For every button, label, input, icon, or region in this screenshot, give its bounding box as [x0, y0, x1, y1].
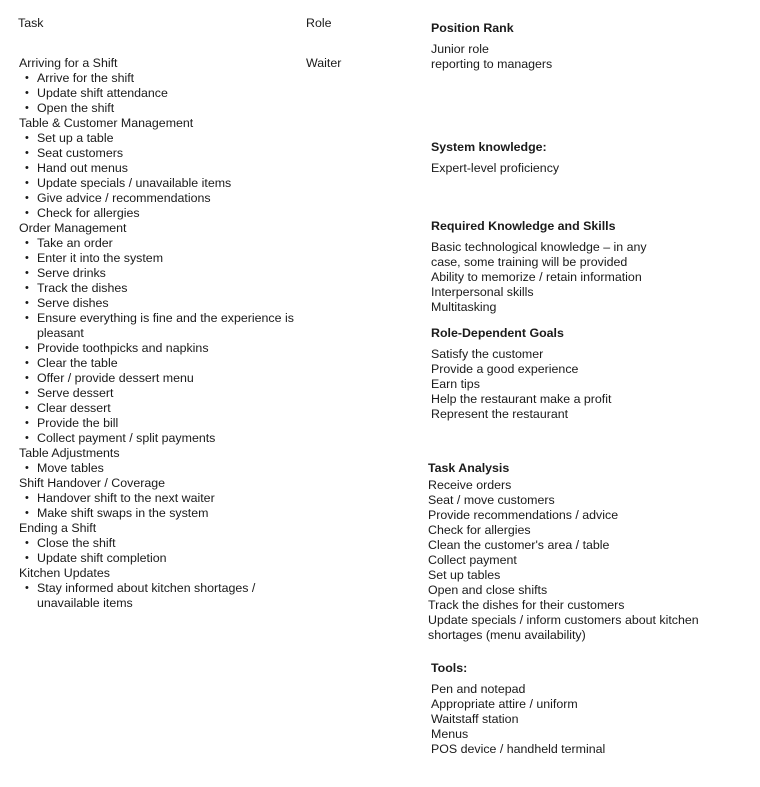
section-line: Track the dishes for their customers [428, 598, 625, 612]
task-item: • Serve drinks [37, 266, 299, 281]
section-line: Menus [431, 727, 469, 741]
section-line: Interpersonal skills [431, 285, 534, 299]
task-item: • Provide toothpicks and napkins [37, 341, 299, 356]
task-item: • Check for allergies [37, 206, 299, 221]
section-line: POS device / handheld terminal [431, 742, 606, 756]
task-item: • Take an order [37, 236, 299, 251]
task-item: • Give advice / recommendations [37, 191, 299, 206]
task-item: • Handover shift to the next waiter [37, 491, 299, 506]
section-line: Earn tips [431, 377, 480, 391]
section-line: Help the restaurant make a profit [431, 392, 612, 406]
section-line: Collect payment [428, 553, 517, 567]
task-group-list [19, 461, 299, 476]
section-task-analysis [428, 461, 728, 643]
section-line: reporting to managers [431, 57, 553, 71]
task-group-title: Order Management [19, 221, 127, 235]
task-item: • Update shift attendance [37, 86, 299, 101]
section-role-goals [431, 326, 731, 422]
role-value: Waiter [306, 56, 342, 70]
section-system-knowledge [431, 140, 731, 176]
task-group-title: Arriving for a Shift [19, 56, 118, 70]
task-item: • Track the dishes [37, 281, 299, 296]
task-group-list [19, 491, 299, 521]
task-item: • Ensure everything is fine and the experience is pleasant [37, 311, 299, 341]
task-item: • Move tables [37, 461, 299, 476]
section-position-rank [431, 21, 731, 72]
section-line: Appropriate attire / uniform [431, 697, 578, 711]
section-line: Clean the customer's area / table [428, 538, 610, 552]
section-line: Waitstaff station [431, 712, 519, 726]
section-title: Tools: [431, 661, 468, 675]
task-item: • Update specials / unavailable items [37, 176, 299, 191]
task-item: • Make shift swaps in the system [37, 506, 299, 521]
task-group-list [19, 71, 299, 116]
section-line: Seat / move customers [428, 493, 555, 507]
task-item: • Clear dessert [37, 401, 299, 416]
task-group-list [19, 581, 299, 611]
section-line: Open and close shifts [428, 583, 548, 597]
task-item: • Enter it into the system [37, 251, 299, 266]
section-required-skills [431, 219, 666, 315]
task-group-list [19, 536, 299, 566]
task-group-title: Kitchen Updates [19, 566, 110, 580]
section-line: Ability to memorize / retain information [431, 270, 642, 284]
task-group-title: Ending a Shift [19, 521, 97, 535]
task-item: • Offer / provide dessert menu [37, 371, 299, 386]
task-item: • Stay informed about kitchen shortages / unavailable items [37, 581, 299, 611]
section-title: Role-Dependent Goals [431, 326, 564, 340]
task-item: • Serve dishes [37, 296, 299, 311]
section-line: Update specials / inform customers about kitchen shortages (menu availability) [428, 613, 699, 642]
section-tools [431, 661, 731, 757]
section-title: Task Analysis [428, 461, 510, 475]
section-line: Expert-level proficiency [431, 161, 560, 175]
task-list [19, 56, 299, 611]
task-item: • Arrive for the shift [37, 71, 299, 86]
section-title: Required Knowledge and Skills [431, 219, 616, 233]
task-item: • Collect payment / split payments [37, 431, 299, 446]
task-group-title: Table & Customer Management [19, 116, 194, 130]
section-line: Check for allergies [428, 523, 531, 537]
section-line: Receive orders [428, 478, 512, 492]
task-item: • Update shift completion [37, 551, 299, 566]
section-line: Set up tables [428, 568, 501, 582]
task-item: • Serve dessert [37, 386, 299, 401]
task-column-header: Task [18, 16, 44, 30]
section-line: Provide recommendations / advice [428, 508, 619, 522]
task-item: • Hand out menus [37, 161, 299, 176]
section-title: Position Rank [431, 21, 514, 35]
task-item: • Clear the table [37, 356, 299, 371]
role-column-header: Role [306, 16, 332, 30]
task-item: • Close the shift [37, 536, 299, 551]
task-group-title: Table Adjustments [19, 446, 120, 460]
task-item: • Set up a table [37, 131, 299, 146]
section-line: Represent the restaurant [431, 407, 569, 421]
section-title: System knowledge: [431, 140, 547, 154]
section-line: Provide a good experience [431, 362, 579, 376]
task-item: • Open the shift [37, 101, 299, 116]
task-group-list [19, 131, 299, 221]
section-line: Junior role [431, 42, 489, 56]
section-line: Multitasking [431, 300, 497, 314]
task-item: • Provide the bill [37, 416, 299, 431]
section-line: Pen and notepad [431, 682, 526, 696]
section-line: Satisfy the customer [431, 347, 544, 361]
task-item: • Seat customers [37, 146, 299, 161]
task-group-title: Shift Handover / Coverage [19, 476, 166, 490]
task-group-list [19, 236, 299, 446]
section-line: Basic technological knowledge – in any case, some training will be provided [431, 240, 647, 269]
